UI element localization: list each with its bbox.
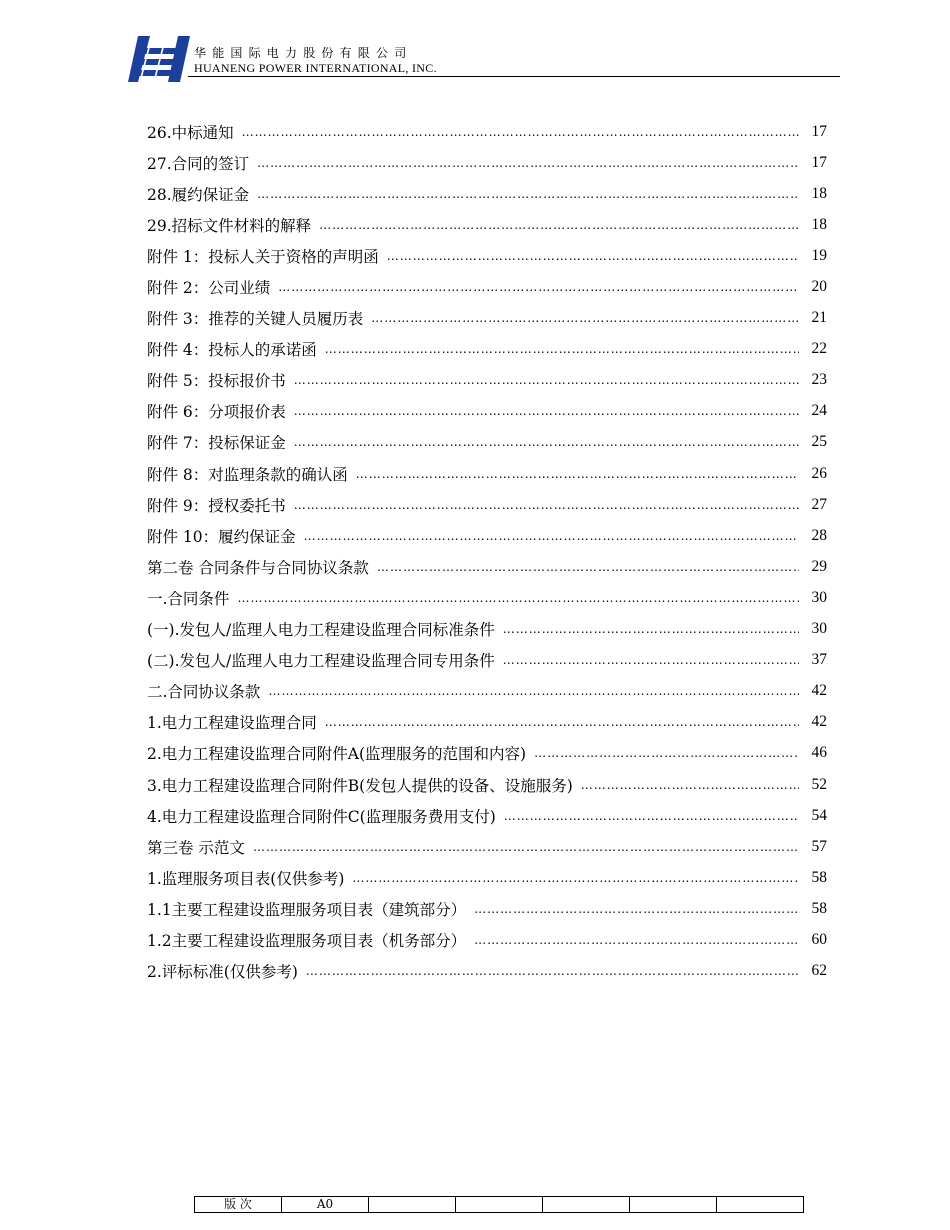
toc-dot-leader xyxy=(371,312,799,324)
toc-dot-leader xyxy=(253,841,799,853)
toc-entry[interactable] xyxy=(147,831,827,862)
toc-dot-leader xyxy=(387,250,799,262)
version-value: A0 xyxy=(282,1197,369,1213)
toc-entry-page: 26 xyxy=(811,464,827,482)
version-label: 版 次 xyxy=(195,1197,282,1213)
toc-entry[interactable] xyxy=(147,551,827,582)
version-cell-empty xyxy=(369,1197,456,1213)
toc-entry-page: 29 xyxy=(811,557,827,575)
toc-entry[interactable] xyxy=(147,489,827,520)
toc-entry-title: 附件 8：对监理条款的确认函 xyxy=(147,465,348,484)
toc-dot-leader xyxy=(503,654,799,666)
toc-dot-leader xyxy=(237,592,799,604)
toc-entry-page: 24 xyxy=(811,402,827,420)
toc-entry[interactable] xyxy=(147,396,827,427)
toc-dot-leader xyxy=(325,716,799,728)
toc-entry-title: 二.合同协议条款 xyxy=(147,683,261,702)
toc-entry[interactable] xyxy=(147,707,827,738)
toc-entry-title: 1.1主要工程建设监理服务项目表（建筑部分） xyxy=(147,900,467,919)
toc-entry-title: 第三卷 示范文 xyxy=(147,838,245,857)
toc-dot-leader xyxy=(294,405,799,417)
toc-entry[interactable] xyxy=(147,800,827,831)
toc-dot-leader xyxy=(306,965,799,977)
toc-dot-leader xyxy=(294,374,799,386)
toc-entry-title: 26.中标通知 xyxy=(147,123,234,142)
page-header xyxy=(128,34,840,84)
toc-entry-page: 30 xyxy=(811,588,827,606)
toc-dot-leader xyxy=(257,188,799,200)
toc-entry-page: 21 xyxy=(811,309,827,327)
toc-entry[interactable] xyxy=(147,147,827,178)
toc-entry-title: 27.合同的签订 xyxy=(147,154,250,173)
toc-entry-page: 52 xyxy=(811,775,827,793)
toc-entry-title: 29.招标文件材料的解释 xyxy=(147,216,312,235)
toc-entry-title: 一.合同条件 xyxy=(147,589,230,608)
toc-entry-page: 22 xyxy=(811,340,827,358)
toc-entry-title: 4.电力工程建设监理合同附件C(监理服务费用支付) xyxy=(147,807,496,826)
toc-dot-leader xyxy=(504,810,799,822)
toc-entry-page: 54 xyxy=(811,806,827,824)
toc-entry[interactable] xyxy=(147,956,827,987)
toc-dot-leader xyxy=(581,779,799,791)
toc-entry-title: 3.电力工程建设监理合同附件B(发包人提供的设备、设施服务) xyxy=(147,776,573,795)
toc-entry[interactable] xyxy=(147,427,827,458)
toc-entry[interactable] xyxy=(147,645,827,676)
toc-dot-leader xyxy=(325,343,799,355)
toc-entry[interactable] xyxy=(147,676,827,707)
toc-entry-page: 30 xyxy=(811,620,827,638)
company-name-chinese: 华能国际电力股份有限公司 xyxy=(194,46,413,60)
toc-entry-page: 27 xyxy=(811,495,827,513)
huaneng-logo-icon xyxy=(128,34,192,84)
toc-entry[interactable] xyxy=(147,365,827,396)
toc-entry-page: 23 xyxy=(811,371,827,389)
toc-entry[interactable] xyxy=(147,614,827,645)
toc-entry-page: 18 xyxy=(811,215,827,233)
toc-entry[interactable] xyxy=(147,520,827,551)
version-cell-empty xyxy=(456,1197,543,1213)
toc-dot-leader xyxy=(352,872,799,884)
toc-entry-page: 42 xyxy=(811,682,827,700)
toc-entry-title: 28.履约保证金 xyxy=(147,185,250,204)
toc-entry[interactable] xyxy=(147,334,827,365)
toc-entry-page: 42 xyxy=(811,713,827,731)
toc-dot-leader xyxy=(278,281,799,293)
toc-entry-title: 1.电力工程建设监理合同 xyxy=(147,714,317,733)
toc-entry[interactable] xyxy=(147,240,827,271)
toc-dot-leader xyxy=(319,219,799,231)
toc-entry-page: 37 xyxy=(811,651,827,669)
toc-entry-page: 60 xyxy=(811,930,827,948)
toc-entry[interactable] xyxy=(147,458,827,489)
toc-dot-leader xyxy=(474,934,799,946)
toc-dot-leader xyxy=(294,436,799,448)
toc-entry[interactable] xyxy=(147,893,827,924)
toc-dot-leader xyxy=(474,903,799,915)
toc-entry-title: 1.2主要工程建设监理服务项目表（机务部分） xyxy=(147,931,467,950)
toc-dot-leader xyxy=(356,468,799,480)
toc-entry-title: 1.监理服务项目表(仅供参考) xyxy=(147,869,345,888)
toc-entry-title: 附件 9：授权委托书 xyxy=(147,496,286,515)
toc-dot-leader xyxy=(294,499,799,511)
toc-entry-title: 附件 6：分项报价表 xyxy=(147,403,286,422)
toc-entry[interactable] xyxy=(147,209,827,240)
toc-dot-leader xyxy=(503,623,799,635)
toc-entry[interactable] xyxy=(147,178,827,209)
toc-dot-leader xyxy=(304,530,799,542)
toc-entry-title: (一).发包人/监理人电力工程建设监理合同标准条件 xyxy=(147,621,495,640)
toc-entry-page: 28 xyxy=(811,526,827,544)
toc-entry-page: 57 xyxy=(811,837,827,855)
toc-entry-title: 附件 3：推荐的关键人员履历表 xyxy=(147,310,364,329)
toc-entry-page: 25 xyxy=(811,433,827,451)
toc-entry-title: (二).发包人/监理人电力工程建设监理合同专用条件 xyxy=(147,652,495,671)
toc-entry-page: 46 xyxy=(811,744,827,762)
toc-dot-leader xyxy=(242,126,799,138)
header-divider xyxy=(188,76,840,77)
toc-entry[interactable] xyxy=(147,271,827,302)
toc-entry-page: 17 xyxy=(811,153,827,171)
toc-entry[interactable] xyxy=(147,116,827,147)
toc-entry-title: 2.电力工程建设监理合同附件A(监理服务的范围和内容) xyxy=(147,745,527,764)
toc-entry-title: 第二卷 合同条件与合同协议条款 xyxy=(147,558,369,577)
toc-entry-title: 2.评标标准(仅供参考) xyxy=(147,963,298,982)
company-name-english: HUANENG POWER INTERNATIONAL, INC. xyxy=(194,61,437,75)
toc-entry-title: 附件 1：投标人关于资格的声明函 xyxy=(147,247,379,266)
toc-dot-leader xyxy=(257,157,799,169)
toc-dot-leader xyxy=(534,747,799,759)
toc-entry-page: 58 xyxy=(811,868,827,886)
toc-dot-leader xyxy=(377,561,799,573)
table-of-contents xyxy=(147,116,827,987)
toc-entry-page: 20 xyxy=(811,278,827,296)
version-cell-empty xyxy=(717,1197,804,1213)
toc-entry-page: 62 xyxy=(811,962,827,980)
toc-entry-title: 附件 5：投标报价书 xyxy=(147,372,286,391)
toc-entry-title: 附件 4：投标人的承诺函 xyxy=(147,341,317,360)
toc-entry-title: 附件 10：履约保证金 xyxy=(147,527,296,546)
toc-dot-leader xyxy=(268,685,799,697)
version-cell-empty xyxy=(630,1197,717,1213)
toc-entry[interactable] xyxy=(147,924,827,955)
toc-entry[interactable] xyxy=(147,769,827,800)
toc-entry-page: 19 xyxy=(811,246,827,264)
toc-entry-page: 18 xyxy=(811,184,827,202)
toc-entry-title: 附件 2：公司业绩 xyxy=(147,279,271,298)
version-cell-empty xyxy=(543,1197,630,1213)
toc-entry[interactable] xyxy=(147,582,827,613)
version-table xyxy=(194,1196,804,1213)
toc-entry-page: 17 xyxy=(811,122,827,140)
toc-entry-page: 58 xyxy=(811,899,827,917)
toc-entry-title: 附件 7：投标保证金 xyxy=(147,434,286,453)
toc-entry[interactable] xyxy=(147,303,827,334)
toc-entry[interactable] xyxy=(147,738,827,769)
toc-entry[interactable] xyxy=(147,862,827,893)
